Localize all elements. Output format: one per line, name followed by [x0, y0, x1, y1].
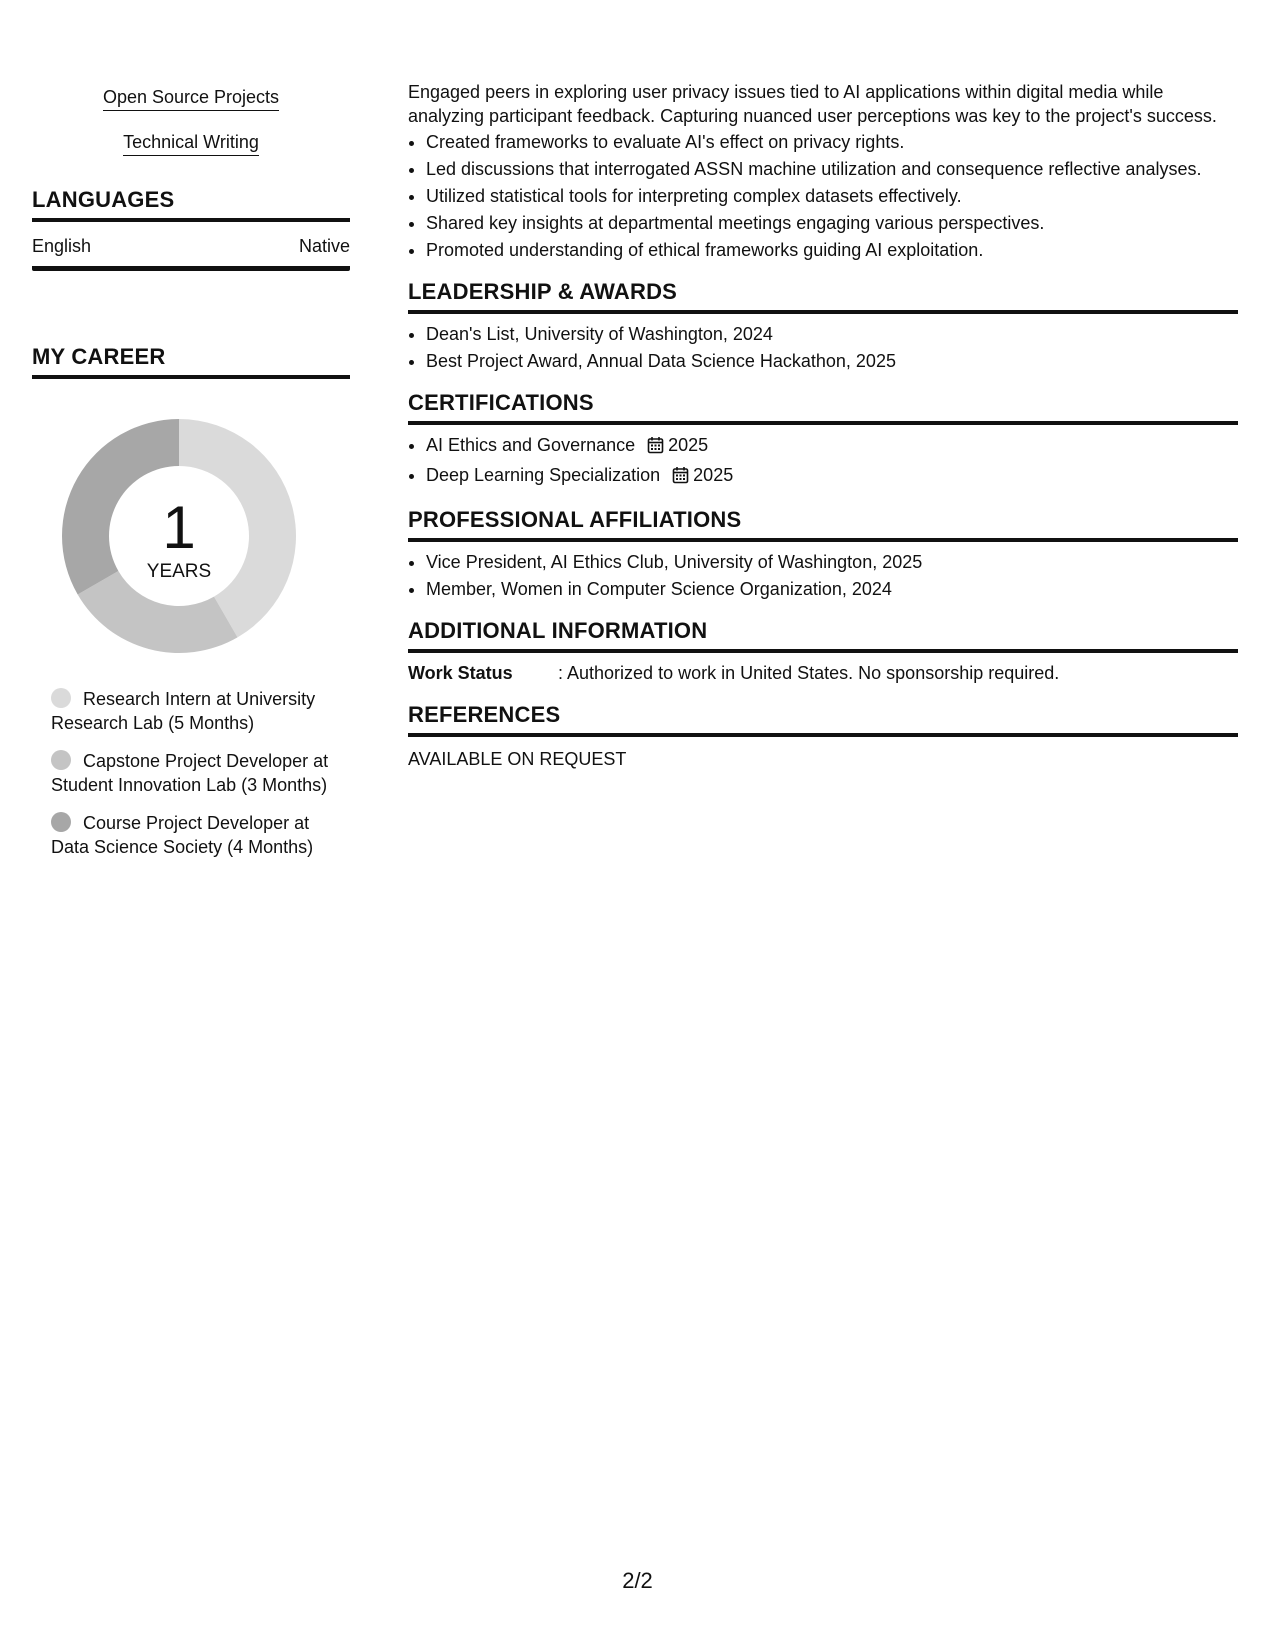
legend-item	[51, 749, 341, 797]
interest-item: Technical Writing	[123, 129, 259, 156]
career-legend	[51, 687, 341, 859]
legend-dot	[51, 812, 71, 832]
project-section	[408, 80, 1238, 262]
legend-label: Capstone Project Developer at Student Innovation Lab (3 Months)	[51, 751, 329, 795]
language-row	[32, 222, 350, 271]
legend-label: Course Project Developer at Data Science Society (4 Months)	[51, 813, 314, 857]
languages-title: LANGUAGES	[32, 186, 350, 222]
certifications-title: CERTIFICATIONS	[408, 389, 1238, 425]
career-total-number: 1	[162, 494, 196, 561]
career-donut-chart	[54, 411, 304, 661]
project-intro: Engaged peers in exploring user privacy issues tied to AI applications within digital media while analyzing participant feedback. Capturing nuanced user perceptions was key to the project's success.	[408, 82, 1217, 126]
affiliations-list	[408, 550, 1238, 601]
languages-section	[32, 186, 350, 271]
additional-section	[408, 617, 1238, 685]
references-section	[408, 701, 1238, 771]
certification-item	[426, 463, 1238, 490]
legend-item	[51, 687, 341, 735]
leadership-section	[408, 278, 1238, 373]
interests-list	[32, 84, 350, 156]
certifications-list	[408, 433, 1238, 490]
project-bullet: • Utilized statistical tools for interpreting complex datasets effectively.	[426, 184, 1238, 208]
affiliation-item: • Member, Women in Computer Science Organization, 2024	[426, 577, 1238, 601]
career-total-unit: YEARS	[146, 561, 212, 582]
references-text: AVAILABLE ON REQUEST	[408, 749, 627, 769]
right-column	[408, 80, 1238, 771]
project-bullet: • Led discussions that interrogated ASSN machine utilization and consequence reflective analyses.	[426, 157, 1238, 181]
language-level: Native	[298, 236, 350, 256]
career-section	[32, 343, 350, 859]
leadership-title: LEADERSHIP & AWARDS	[408, 278, 1238, 314]
interest-item: Open Source Projects	[103, 84, 279, 111]
affiliations-section	[408, 506, 1238, 601]
certification-year: 2025	[693, 465, 734, 485]
additional-title: ADDITIONAL INFORMATION	[408, 617, 1238, 653]
leadership-item: • Dean's List, University of Washington, 2024	[426, 322, 1238, 346]
certification-name: Deep Learning Specialization	[426, 465, 661, 485]
certification-year: 2025	[668, 435, 709, 455]
left-column	[32, 84, 350, 873]
legend-item	[51, 811, 341, 859]
leadership-list	[408, 322, 1238, 373]
calendar-icon	[647, 436, 664, 460]
page-number: 2/2	[622, 1568, 653, 1593]
project-bullet: • Shared key insights at departmental meetings engaging various perspectives.	[426, 211, 1238, 235]
work-status-row	[408, 661, 1238, 685]
donut-center	[54, 411, 304, 661]
project-bullets	[408, 130, 1238, 262]
legend-dot	[51, 750, 71, 770]
certifications-section	[408, 389, 1238, 490]
work-status-label: Work Status	[408, 663, 513, 683]
career-title: MY CAREER	[32, 343, 350, 379]
calendar-icon	[672, 466, 689, 490]
legend-dot	[51, 688, 71, 708]
references-title: REFERENCES	[408, 701, 1238, 737]
legend-label: Research Intern at University Research Lab (5 Months)	[51, 689, 316, 733]
language-name: English	[32, 236, 92, 256]
work-status-value: : Authorized to work in United States. No sponsorship required.	[558, 663, 1060, 683]
leadership-item: • Best Project Award, Annual Data Science Hackathon, 2025	[426, 349, 1238, 373]
project-bullet: • Promoted understanding of ethical frameworks guiding AI exploitation.	[426, 238, 1238, 262]
project-bullet: • Created frameworks to evaluate AI's effect on privacy rights.	[426, 130, 1238, 154]
certification-item	[426, 433, 1238, 460]
certification-name: AI Ethics and Governance	[426, 435, 636, 455]
affiliations-title: PROFESSIONAL AFFILIATIONS	[408, 506, 1238, 542]
affiliation-item: • Vice President, AI Ethics Club, University of Washington, 2025	[426, 550, 1238, 574]
